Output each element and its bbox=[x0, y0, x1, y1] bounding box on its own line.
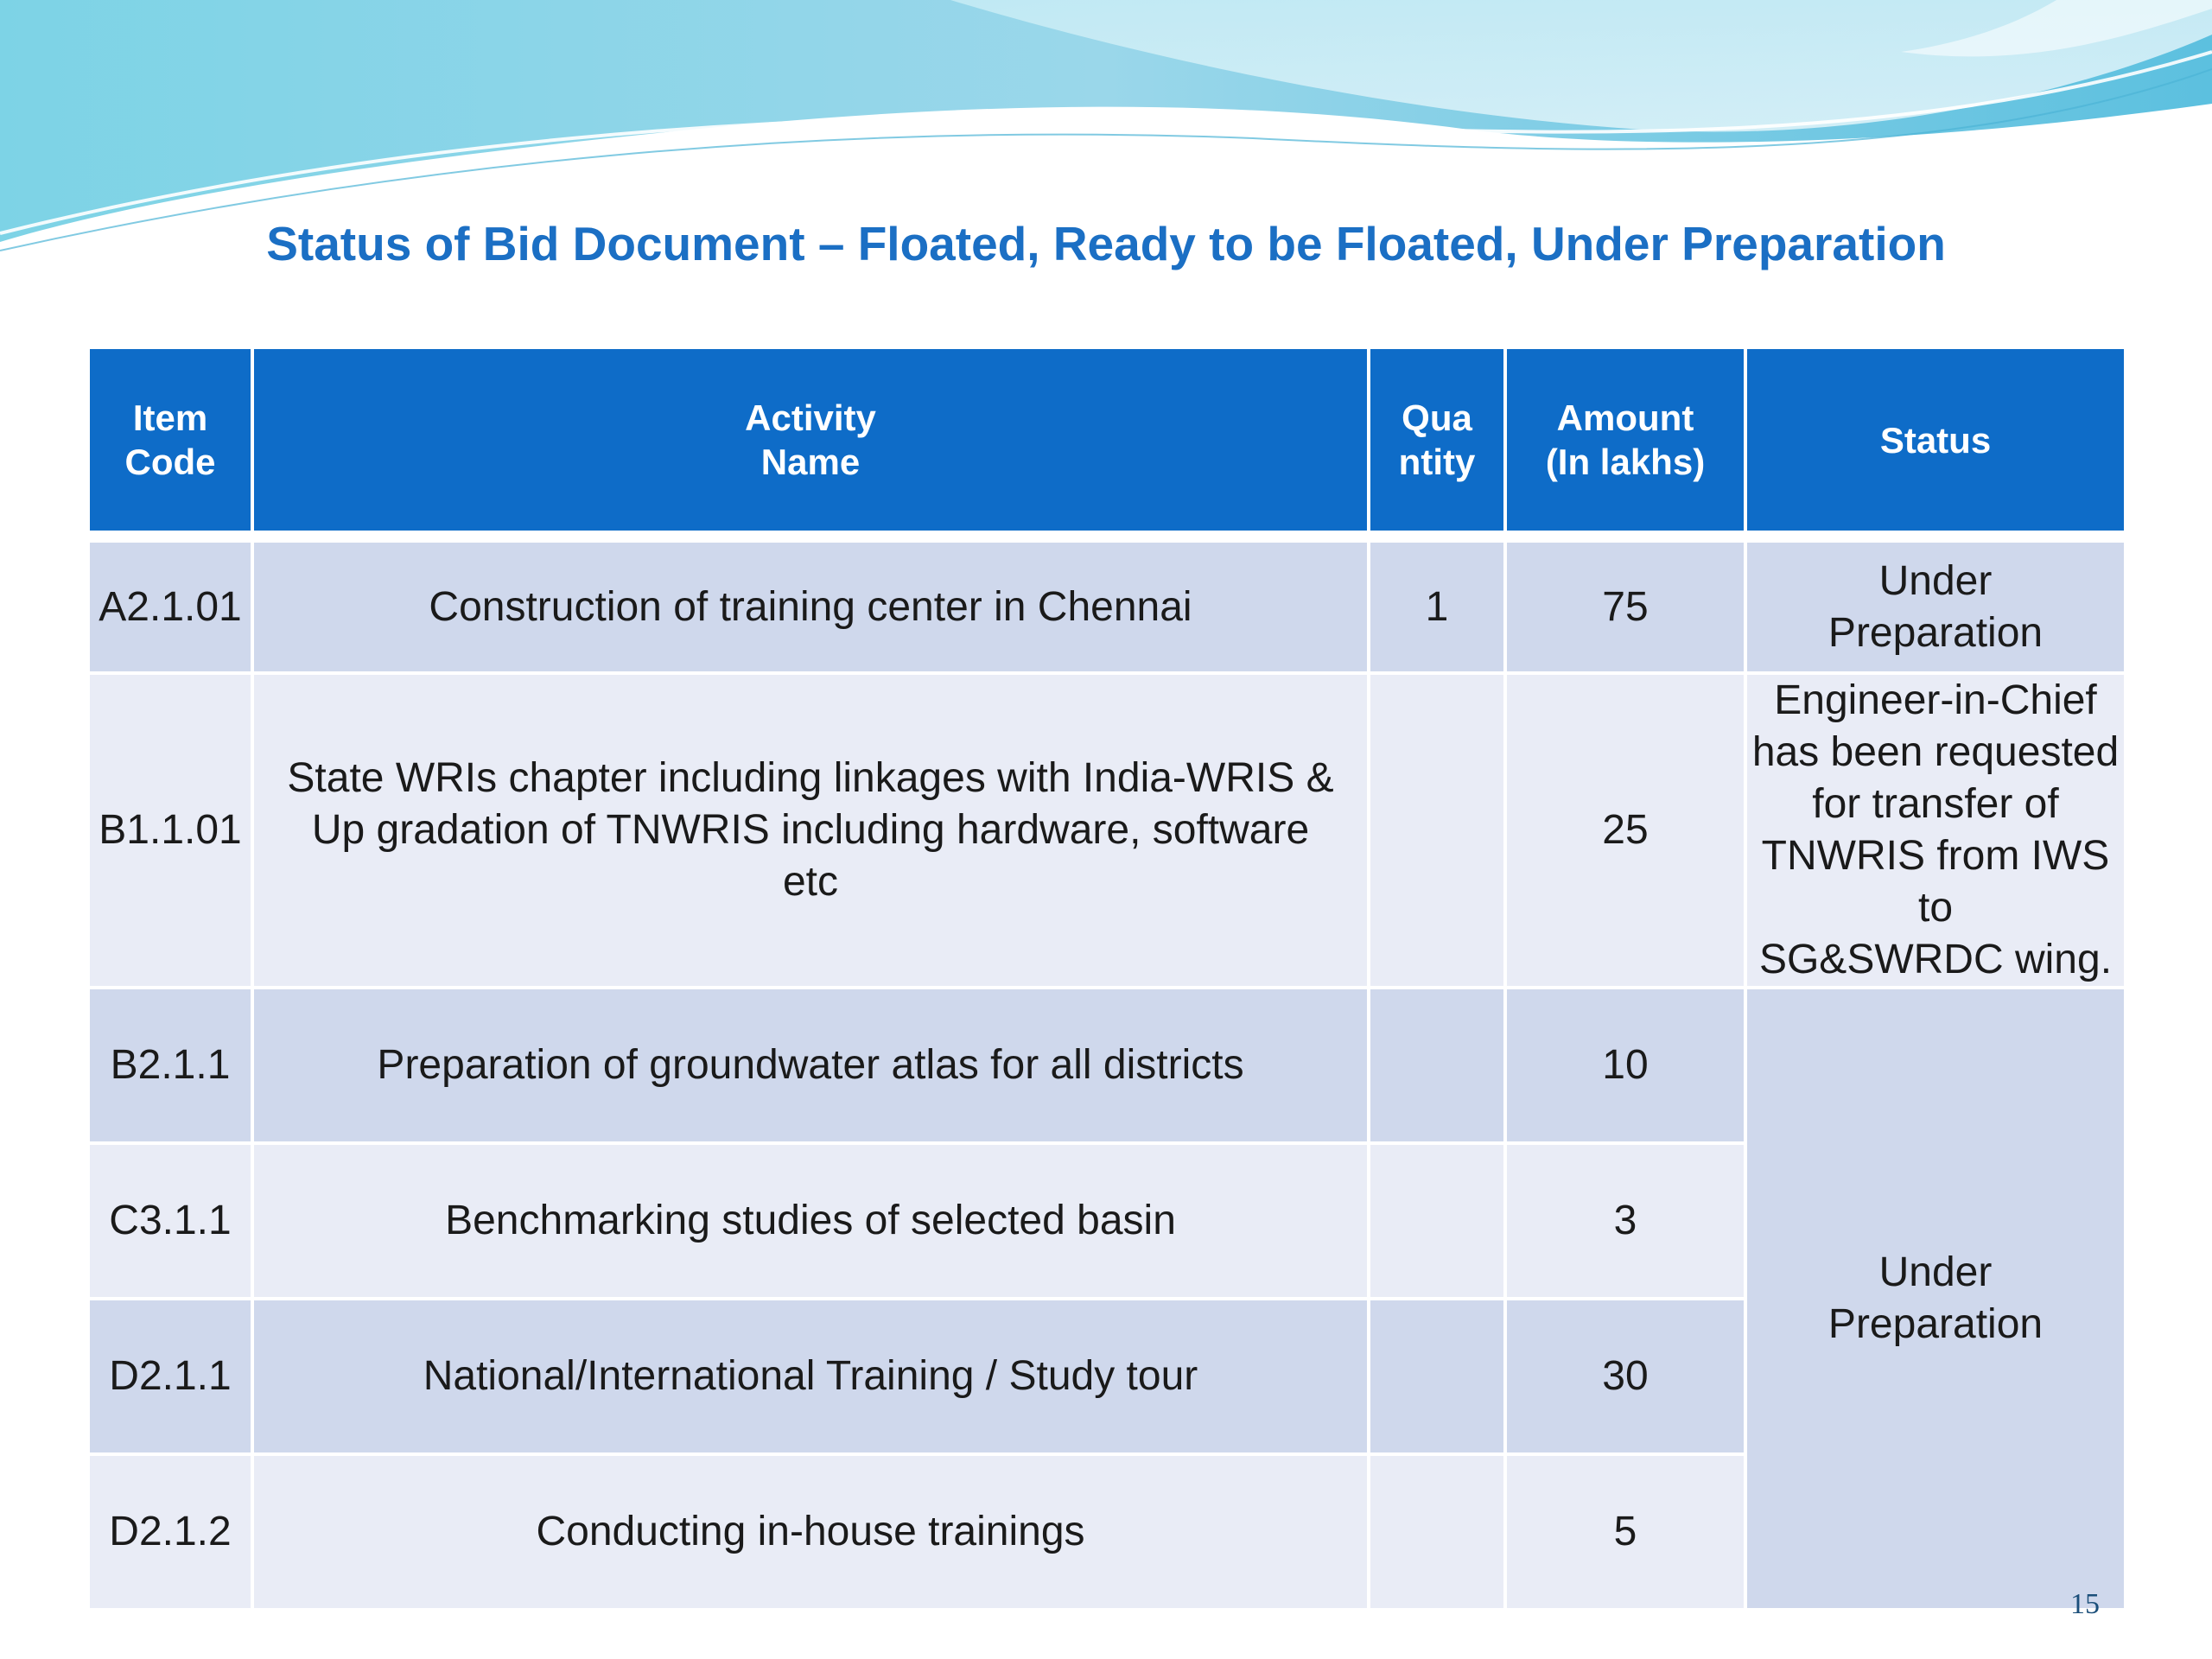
activity-cell: Preparation of groundwater atlas for all districts bbox=[252, 988, 1369, 1143]
header-quantity: Qua ntity bbox=[1369, 347, 1505, 537]
quantity-cell: 1 bbox=[1369, 537, 1505, 673]
table-row bbox=[88, 988, 2126, 1143]
item-code-cell: D2.1.2 bbox=[88, 1454, 252, 1610]
amount-cell: 10 bbox=[1505, 988, 1745, 1143]
status-cell: Engineer-in-Chief has been requested for transfer of TNWRIS from IWS to SG&SWRDC wing. bbox=[1745, 673, 2126, 988]
quantity-cell bbox=[1369, 988, 1505, 1143]
quantity-cell bbox=[1369, 1299, 1505, 1454]
table-row bbox=[88, 673, 2126, 988]
amount-cell: 75 bbox=[1505, 537, 1745, 673]
header-activity-name: Activity Name bbox=[252, 347, 1369, 537]
item-code-cell: B2.1.1 bbox=[88, 988, 252, 1143]
item-code-cell: C3.1.1 bbox=[88, 1143, 252, 1299]
item-code-cell: B1.1.01 bbox=[88, 673, 252, 988]
page-number: 15 bbox=[2070, 1588, 2100, 1620]
quantity-cell bbox=[1369, 1454, 1505, 1610]
activity-cell: Construction of training center in Chennai bbox=[252, 537, 1369, 673]
amount-cell: 25 bbox=[1505, 673, 1745, 988]
activity-cell: Conducting in-house trainings bbox=[252, 1454, 1369, 1610]
activity-cell: State WRIs chapter including linkages with India-WRIS & Up gradation of TNWRIS including hardware, software etc bbox=[252, 673, 1369, 988]
item-code-cell: A2.1.01 bbox=[88, 537, 252, 673]
table-header-row bbox=[88, 347, 2126, 537]
table-row bbox=[88, 537, 2126, 673]
header-item-code: Item Code bbox=[88, 347, 252, 537]
merged-status-cell: Under Preparation bbox=[1745, 988, 2126, 1610]
quantity-cell bbox=[1369, 673, 1505, 988]
item-code-cell: D2.1.1 bbox=[88, 1299, 252, 1454]
header-amount: Amount (In lakhs) bbox=[1505, 347, 1745, 537]
activity-cell: Benchmarking studies of selected basin bbox=[252, 1143, 1369, 1299]
slide-title: Status of Bid Document – Floated, Ready to be Floated, Under Preparation bbox=[266, 217, 1946, 270]
header-status: Status bbox=[1745, 347, 2126, 537]
quantity-cell bbox=[1369, 1143, 1505, 1299]
status-cell: Under Preparation bbox=[1745, 537, 2126, 673]
amount-cell: 5 bbox=[1505, 1454, 1745, 1610]
amount-cell: 3 bbox=[1505, 1143, 1745, 1299]
amount-cell: 30 bbox=[1505, 1299, 1745, 1454]
activity-cell: National/International Training / Study tour bbox=[252, 1299, 1369, 1454]
bid-status-table bbox=[86, 346, 2127, 1611]
